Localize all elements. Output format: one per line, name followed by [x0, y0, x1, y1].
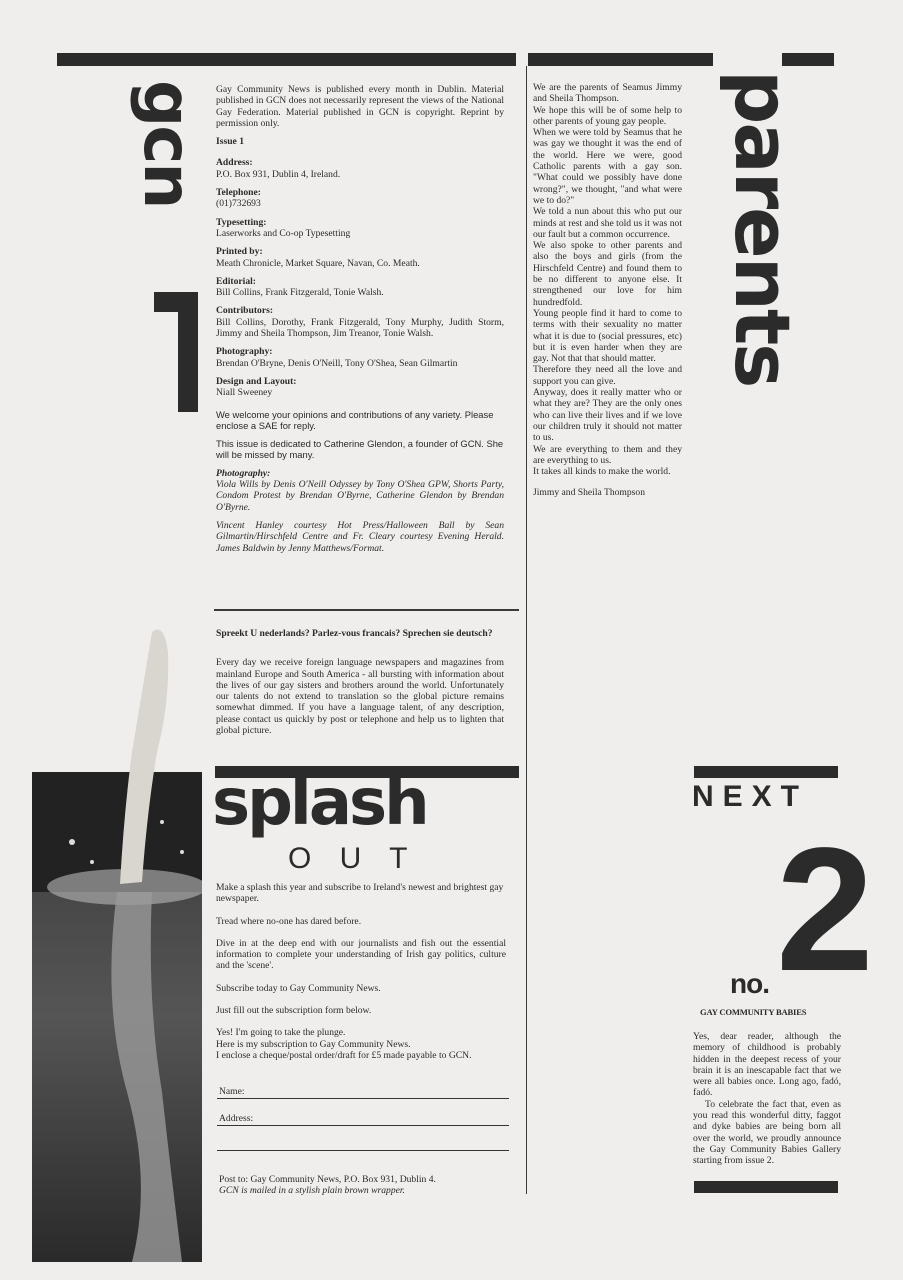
next-bar-bottom	[694, 1181, 838, 1193]
top-bar-left	[57, 53, 516, 66]
parents-paragraph: We hope this will be of some help to other parents of young gay people.	[533, 104, 682, 127]
column-divider	[526, 66, 527, 1194]
post-to	[219, 1174, 509, 1197]
photo-credits-text: Viola Wills by Denis O'Neill Odyssey by Tony O'Shea GPW, Shorts Party, Condom Protest by Brendan O'Byrne, Catherine Glendon by Brendan O'Byrne.	[216, 479, 504, 513]
next-subtitle: GAY COMMUNITY BABIES	[700, 1007, 807, 1017]
contributors-text: Bill Collins, Dorothy, Frank Fitzgerald, Tony Murphy, Judith Storm, Jimmy and Sheila Thompson, Jim Treanor, Tonie Walsh.	[216, 316, 504, 340]
parents-paragraph: We are everything to them and they are everything to us.	[533, 443, 682, 466]
form-intro: Here is my subscription to Gay Community News.	[216, 1038, 411, 1050]
language-body: Every day we receive foreign language newspapers and magazines from mainland Europe and South America - all bursting with information about the lives of our gay sisters and brothers around the world. Unfortunately our talents do not extend to translation so the global picture remains somewhat dimmed. If you have a language talent, of any description, please contact us quickly by post or telephone and help us to lighten that global picture.	[216, 657, 504, 737]
address-field[interactable]	[217, 1125, 509, 1126]
parents-paragraph: We also spoke to other parents and also the boys and girls (from the Hirschfeld Centre) and found them to be no different to anyone else. It strengthened our love for him hundredfold.	[533, 240, 682, 308]
parents-paragraph: We are the parents of Seamus Jimmy and Sheila Thompson.	[533, 82, 682, 105]
parents-signature: Jimmy and Sheila Thompson	[533, 487, 646, 499]
name-field[interactable]	[217, 1098, 509, 1099]
splash-subtitle: O U T	[288, 842, 418, 875]
address-field-line-2[interactable]	[217, 1150, 509, 1151]
masthead-title: gcn	[129, 80, 206, 208]
photography-text: Brendan O'Bryne, Denis O'Neill, Tony O'Shea, Sean Gilmartin	[216, 357, 458, 369]
contributors-heading: Contributors:	[216, 305, 274, 317]
wrapper-text: GCN is mailed in a stylish plain brown wrapper.	[219, 1185, 405, 1197]
photo-credits-heading: Photography:	[216, 467, 271, 479]
splash-paragraph: Dive in at the deep end with our journalists and fish out the essential information to complete your understanding of Irish gay politics, culture and the 'scene'.	[216, 937, 506, 972]
masthead-intro: Gay Community News is published every month in Dublin. Material published in GCN does not necessarily represent the views of the National Gay Federation. Material published in GCN is copyright. Reprint by permission only.	[216, 84, 504, 129]
masthead-info	[216, 84, 504, 561]
language-rule	[214, 609, 519, 611]
parents-letter	[533, 82, 682, 499]
parents-paragraph: Anyway, does it really matter who or what they are? They are the only ones who can live their lives and if we love our children truly it should not matter to us.	[533, 387, 682, 444]
next-label: NEXT	[692, 780, 809, 813]
design-heading: Design and Layout:	[216, 375, 297, 387]
parents-paragraph: Therefore they need all the love and support you can give.	[533, 364, 682, 387]
top-bar-right	[782, 53, 834, 66]
language-section	[216, 628, 504, 743]
photo-credits-text-2: Vincent Hanley courtesy Hot Press/Halloween Ball by Sean Gilmartin/Hirschfeld Centre and Fr. Cleary courtesy Evening Herald. James Baldwin by Jenny Matthews/Format.	[216, 519, 504, 554]
splash-body	[216, 882, 506, 1061]
telephone-text: (01)732693	[216, 198, 261, 210]
address-heading: Address:	[216, 157, 253, 169]
typesetting-heading: Typesetting:	[216, 216, 267, 228]
language-heading: Spreekt U nederlands? Parlez-vous francais? Sprechen sie deutsch?	[216, 628, 493, 639]
post-to-text: Post to: Gay Community News, P.O. Box 931, Dublin 4.	[219, 1174, 436, 1185]
masthead-number-one-flag	[154, 292, 184, 312]
form-intro: I enclose a cheque/postal order/draft for £5 made payable to GCN.	[216, 1049, 472, 1061]
telephone-heading: Telephone:	[216, 187, 261, 199]
printed-heading: Printed by:	[216, 246, 263, 258]
splash-title: splash	[212, 766, 427, 840]
next-body	[693, 1031, 841, 1167]
next-paragraph: Yes, dear reader, although the memory of childhood is probably hidden in the deepest recess of your brain it is an inescapable fact that we were all babies once. Long ago, fadó, fadó.	[693, 1031, 841, 1099]
splash-paragraph: Make a splash this year and subscribe to Ireland's newest and brightest gay newspaper.	[216, 882, 504, 905]
splash-paragraph: Subscribe today to Gay Community News.	[216, 982, 381, 994]
parents-title: parents	[718, 70, 807, 387]
parents-paragraph: When we were told by Seamus that he was gay we thought it was the end of the world. Here we were, good Catholic parents with a gay son. "What could we possibly have done wrong?", we thought, "and what were we to do?"	[533, 127, 682, 206]
typesetting-text: Laserworks and Co-op Typesetting	[216, 227, 351, 239]
parents-paragraph: We told a nun about this who put our minds at rest and she told us it was not our fault but a common occurrence.	[533, 206, 682, 240]
name-label: Name:	[219, 1086, 245, 1097]
next-bar-top	[694, 766, 838, 778]
parents-paragraph: Young people find it hard to come to terms with their sexuality no matter what it is due to (social pressures, etc) but it is even harder when they are gay. Not that that should matter.	[533, 307, 682, 365]
address-text: P.O. Box 931, Dublin 4, Ireland.	[216, 168, 341, 180]
address-label: Address:	[219, 1113, 254, 1124]
dedication-text: This issue is dedicated to Catherine Glendon, a founder of GCN. She will be missed by many.	[216, 438, 504, 461]
top-bar-middle	[528, 53, 713, 66]
form-intro: Yes! I'm going to take the plunge.	[216, 1027, 346, 1039]
next-no-label: no.	[730, 968, 769, 999]
photography-heading: Photography:	[216, 346, 273, 358]
printed-text: Meath Chronicle, Market Square, Navan, Co. Meath.	[216, 257, 420, 269]
splash-paragraph: Tread where no-one has dared before.	[216, 915, 362, 927]
welcome-text: We welcome your opinions and contributions of any variety. Please enclose a SAE for reply.	[216, 408, 494, 431]
diver-photo	[32, 622, 202, 1262]
editorial-heading: Editorial:	[216, 275, 256, 287]
next-paragraph: To celebrate the fact that, even as you read this wonderful ditty, faggot and dyke babies are being born all over the world, we proudly announce the Gay Community Babies Gallery starting from issue 2.	[693, 1098, 841, 1167]
editorial-text: Bill Collins, Frank Fitzgerald, Tonie Walsh.	[216, 287, 384, 299]
splash-paragraph: Just fill out the subscription form below.	[216, 1005, 372, 1017]
design-text: Niall Sweeney	[216, 387, 273, 399]
next-number: 2	[776, 812, 870, 1008]
parents-paragraph: It takes all kinds to make the world.	[533, 466, 671, 478]
issue-label: Issue 1	[216, 136, 244, 148]
